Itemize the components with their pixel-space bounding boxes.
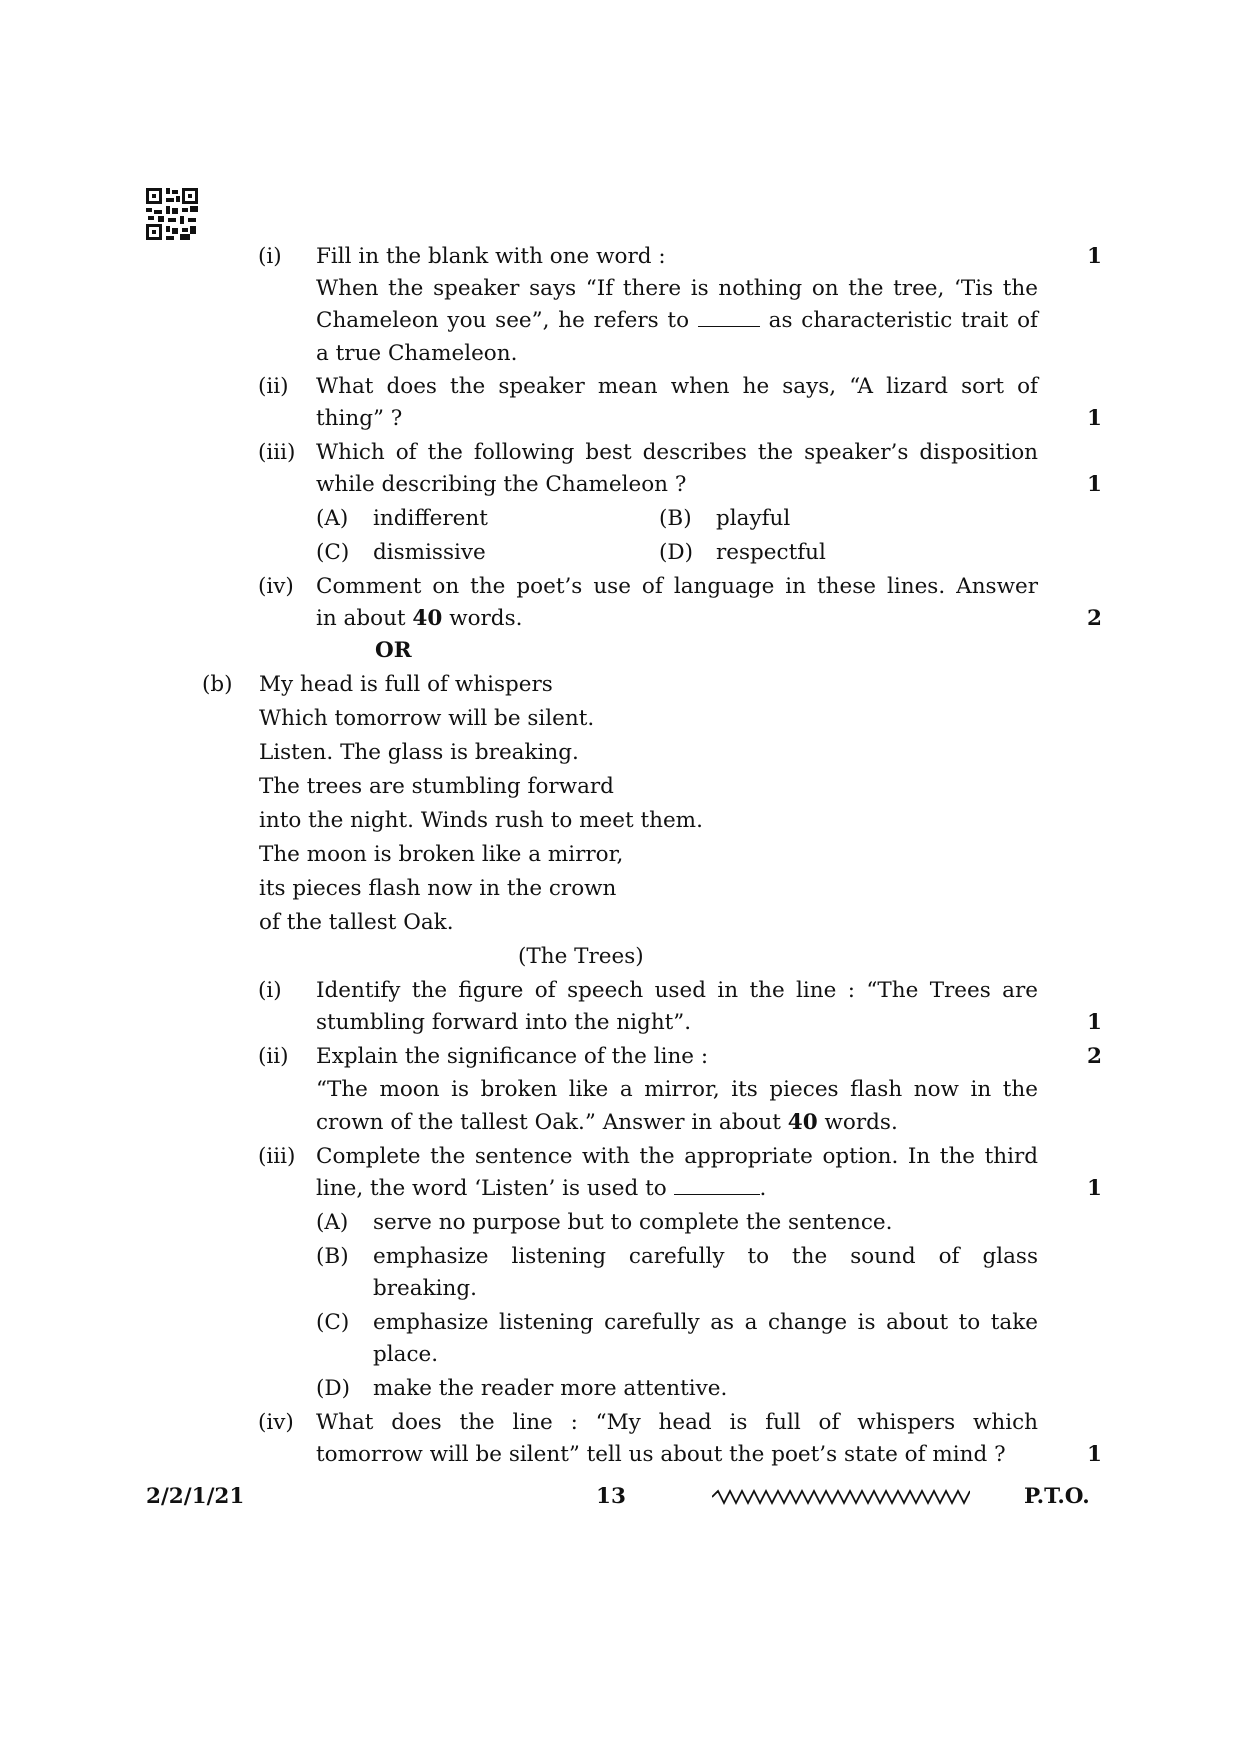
question-number: (i) (258, 244, 282, 269)
poem-line: The moon is broken like a mirror, (259, 842, 624, 867)
marks: 2 (1087, 1044, 1102, 1069)
marks: 1 (1087, 406, 1102, 431)
question-number: (iv) (258, 574, 294, 599)
marks: 1 (1087, 472, 1102, 497)
fill-blank (698, 306, 760, 327)
option-key: (C) (316, 540, 350, 565)
poem-line: Which tomorrow will be silent. (259, 706, 595, 731)
question-text: line, the word ‘Listen’ is used to . (316, 1176, 767, 1201)
question-text: stumbling forward into the night”. (316, 1010, 692, 1035)
option-key: (D) (316, 1376, 351, 1401)
option-key: (A) (316, 506, 349, 531)
option-text: dismissive (373, 540, 486, 565)
question-text: Identify the figure of speech used in the line : “The Trees are (316, 978, 1038, 1003)
marks: 1 (1087, 1442, 1102, 1467)
poem-line: The trees are stumbling forward (259, 774, 614, 799)
page-number: 13 (596, 1484, 626, 1509)
question-text: What does the line : “My head is full of whispers which (316, 1410, 1038, 1435)
poem-line: My head is full of whispers (259, 672, 553, 697)
question-text: a true Chameleon. (316, 341, 518, 366)
marks: 1 (1087, 244, 1102, 269)
question-text: “The moon is broken like a mirror, its pieces flash now in the (316, 1077, 1038, 1102)
option-text: place. (373, 1342, 439, 1367)
question-text: Explain the significance of the line : (316, 1044, 709, 1069)
or-separator: OR (375, 638, 412, 663)
marks: 1 (1087, 1176, 1102, 1201)
option-text: make the reader more attentive. (373, 1376, 728, 1401)
question-number: (iv) (258, 1410, 294, 1435)
option-text: serve no purpose but to complete the sentence. (373, 1210, 893, 1235)
option-key: (B) (316, 1244, 349, 1269)
question-text: thing” ? (316, 406, 403, 431)
question-text: When the speaker says “If there is nothing on the tree, ‘Tis the (316, 276, 1038, 301)
option-text: respectful (716, 540, 826, 565)
qr-code-icon (146, 188, 198, 240)
option-key: (D) (659, 540, 694, 565)
question-number: (iii) (258, 440, 296, 465)
question-number: (ii) (258, 374, 289, 399)
option-key: (B) (659, 506, 692, 531)
question-number: (i) (258, 978, 282, 1003)
option-key: (A) (316, 1210, 349, 1235)
question-text: What does the speaker mean when he says, “A lizard sort of (316, 374, 1038, 399)
option-text: emphasize listening carefully to the sound of glass (373, 1244, 1038, 1269)
question-text: Chameleon you see”, he refers to as characteristic trait of (316, 308, 1038, 333)
question-text: crown of the tallest Oak.” Answer in about 40 words. (316, 1110, 898, 1135)
poem-line: its pieces flash now in the crown (259, 876, 617, 901)
question-text: in about 40 words. (316, 606, 523, 631)
question-text: Complete the sentence with the appropriate option. In the third (316, 1144, 1038, 1169)
option-text: indifferent (373, 506, 488, 531)
poem-line: of the tallest Oak. (259, 910, 454, 935)
option-text: breaking. (373, 1276, 477, 1301)
question-text: Fill in the blank with one word : (316, 244, 666, 269)
question-text: while describing the Chameleon ? (316, 472, 687, 497)
wavy-line-icon (712, 1487, 970, 1507)
section-label: (b) (202, 672, 233, 697)
option-text: playful (716, 506, 791, 531)
poem-title: (The Trees) (518, 944, 644, 969)
question-text: Comment on the poet’s use of language in these lines. Answer (316, 574, 1038, 599)
question-text: tomorrow will be silent” tell us about the poet’s state of mind ? (316, 1442, 1006, 1467)
question-text: Which of the following best describes the speaker’s disposition (316, 440, 1038, 465)
option-key: (C) (316, 1310, 350, 1335)
option-text: emphasize listening carefully as a change is about to take (373, 1310, 1038, 1335)
marks: 1 (1087, 1010, 1102, 1035)
question-number: (iii) (258, 1144, 296, 1169)
marks: 2 (1087, 606, 1102, 631)
poem-line: Listen. The glass is breaking. (259, 740, 579, 765)
poem-line: into the night. Winds rush to meet them. (259, 808, 703, 833)
pto-label: P.T.O. (1024, 1484, 1090, 1509)
question-number: (ii) (258, 1044, 289, 1069)
fill-blank (674, 1174, 760, 1195)
paper-code: 2/2/1/21 (146, 1484, 245, 1509)
